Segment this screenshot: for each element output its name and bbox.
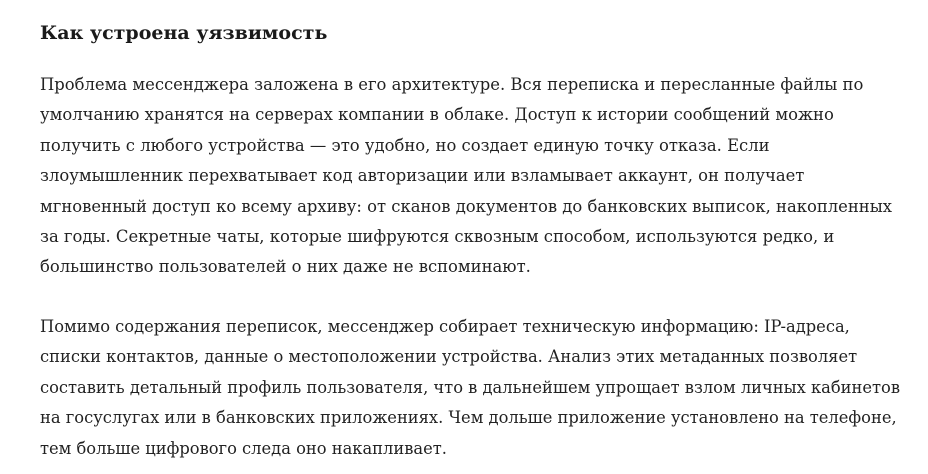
paragraph-line: получить с любого устройства — это удобно, но создает единую точку отказа. Если: [40, 135, 770, 155]
paragraph-metadata: [40, 312, 906, 464]
paragraph-line: Проблема мессенджера заложена в его архитектуре. Вся переписка и пересланные файлы по: [40, 75, 864, 94]
paragraph-line: злоумышленник перехватывает код авторизации или взламывает аккаунт, он получает: [40, 166, 805, 186]
paragraph-line: большинство пользователей о них даже не вспоминают.: [40, 257, 531, 277]
paragraph-line: составить детальный профиль пользователя, что в дальнейшем упрощает взлом личных кабинетов: [40, 377, 901, 397]
section-heading: Как устроена уязвимость: [40, 22, 328, 44]
paragraph-line: умолчанию хранятся на серверах компании в облаке. Доступ к истории сообщений можно: [40, 105, 834, 125]
paragraph-line: мгновенный доступ ко всему архиву: от сканов документов до банковских выписок, накопленных: [40, 196, 893, 216]
paragraph-line: Помимо содержания переписок, мессенджер собирает техническую информацию: IP-адреса,: [40, 317, 850, 336]
paragraph-line: тем больше цифрового следа оно накапливает.: [40, 438, 447, 458]
paragraph-line: на госуслугах или в банковских приложениях. Чем дольше приложение установлено на телефоне,: [40, 408, 897, 428]
paragraph-architecture: [40, 70, 892, 283]
paragraph-line: списки контактов, данные о местоположении устройства. Анализ этих метаданных позволяет: [40, 347, 858, 367]
paragraph-line: за годы. Секретные чаты, которые шифруются сквозным способом, используются редко, и: [40, 227, 835, 247]
